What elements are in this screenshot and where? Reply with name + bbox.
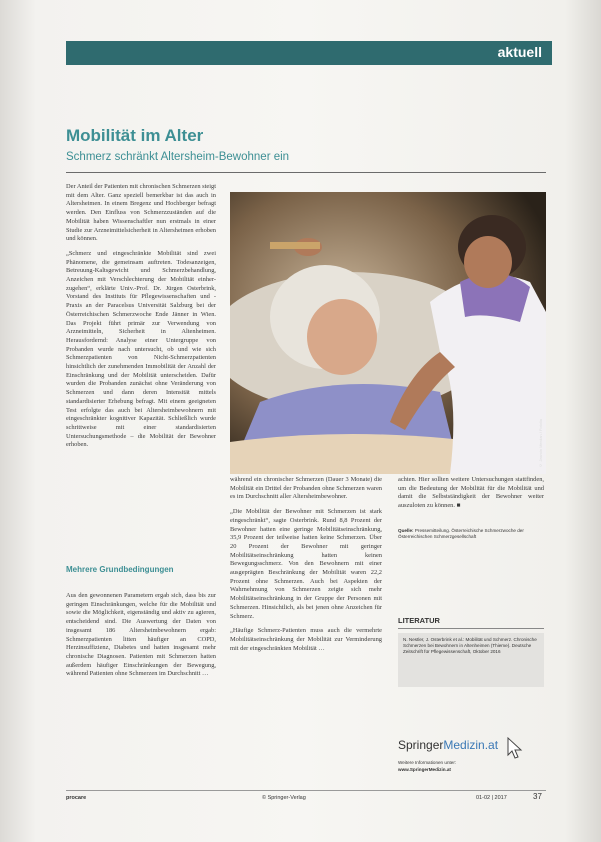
- article-subtitle: Schmerz schränkt Altersheim-Bewohner ein: [66, 151, 290, 163]
- article-column-1-bottom: [66, 592, 216, 685]
- literature-divider: [398, 628, 544, 629]
- footer-publisher: © Springer-Verlag: [262, 795, 306, 801]
- section-label: aktuell: [497, 44, 542, 60]
- paragraph: Aus den gewonnenen Parametern ergab sich, dass bis zur geringen Einschränkungen, welche für die Mobilität und sowie die Möglichkeit, eigenständig und aktiv zu agieren, entscheidend sind. Die Auswertung der Daten von insgesamt 186 Altersheimbewohnern ergab: Schmerzpatienten litten häufiger an COPD, Herzinsuffizienz, Diabetes und hatten insgesamt mehr chronische Diagnosen. Patienten mit Schmerzen hatten außerdem häufiger Einschränkungen der Bewegung, während Patienten ohne Schmerzen im Durchschnitt …: [66, 592, 216, 678]
- article-subheading: Mehrere Grundbedingungen: [66, 565, 174, 574]
- paragraph: „Die Mobilität der Bewohner mit Schmerzen ist stark eingeschränkt“, sagte Osterbrink. Rund 8,8 Prozent der Bewohner hatten eine geringe Mobilitätseinschränkung, 35,9 Prozent der teilweise hatten keine Schmerzen. Über 20 Prozent der Bewohner mit geringer Mobilitätseinschränkung hatten keinen Bewegungsschmerz. Von den Bewohnern mit einer ausgeprägten Beschränkung der Mobilität waren 22,2 Prozent ohne Schmerzen. Auch bei Aspekten der Wahrnehmung von Schmerzen zeigte sich mehr Mobilitätseinschränkung in der Gruppe der Personen mit Schmerzen. Hinsichtlich, als bei jenen ohne Anzeichen für Schmerz.: [230, 508, 382, 620]
- article-title: Mobilität im Alter: [66, 126, 204, 145]
- logo-medizin: Medizin.at: [443, 738, 499, 752]
- paragraph: „Häufige Schmerz-Patienten muss auch die vermehrte Mobilitätseinschränkung der Mobilität zur Verminderung mit der eingeschränkten Mobilität …: [230, 627, 382, 652]
- article-column-2: [230, 476, 382, 659]
- footer-issue: 01-02 | 2017: [476, 795, 507, 801]
- cursor-arrow-icon: [507, 737, 523, 759]
- title-divider: [66, 172, 546, 173]
- literature-text: N. Nestler, J. Osterbrink et al.: Mobilität und Schmerz. Chronische Schmerzen bei Bewohnern in Altenheimen (Thieme). Deutsche Zeitschrift für Pflegewissenschaft, Oktober 2016: [403, 637, 537, 654]
- footer-divider: [66, 790, 546, 791]
- more-info-label: Weitere Informationen unter:: [398, 760, 457, 765]
- literature-heading: LITERATUR: [398, 616, 440, 625]
- article-photo: [230, 192, 546, 474]
- article-column-1-top: [66, 183, 216, 456]
- logo-springer: Springer: [398, 738, 444, 752]
- section-banner: [66, 41, 552, 65]
- literature-box: [398, 633, 544, 687]
- paragraph: Der Anteil der Patienten mit chronischen Schmerzen steigt mit dem Alter. Ganz speziell bemerkbar ist das auch in Altersheimen. In einem Bregenz und Hochberger befragt werden. Den Einfluss von Schmerzzuständen auf die Mobilität haben Wissenschaftler nun erstmals in einer Studie zur Arzneimittelsicherheit in Altersheimen erhoben und können.: [66, 183, 216, 243]
- paragraph: „Schmerz und eingeschränkte Mobilität sind zwei Phänomene, die gemeinsam auftreten. Todesanzeigen, Betreuung-Kaltsgewicht und Schmerzbehandlung, Anzeichen mit Verschlechterung der Mobilität einher-zugehen“, erklärte Univ.-Prof. Dr. Jürgen Osterbrink, Vorstand des Instituts für Pflegewissenschaften und -Praxis an der Paracelsus Universität Salzburg bei der Österreichischen Schmerzwoche Ende Jänner in Wien. Das Projekt führt primär zur Verwendung von Arzneimitteln, Sicherheit in Altenheimen. Herausfordernd: Analyse einer Untergruppe von Probanden wurde nach untersucht, ob und wie sich Schmerzpatienten von Nicht-Schmerzpatienten hinsichtlich der zunehmenden Immobilität der Anzahl der Einschränkung und der Mobilität unterscheiden. Dafür wurden die Probanden zunächst ohne Veränderung von Schmerzen und dann deren Intensität mittels standardisierter Erhebung befragt. Mit einem geeigneten Test erfolgte das auch bei Altersheimbewohnern mit eingeschränkter kognitiver Kapazität. Schließlich wurde schrittweise mit einer standardisierten Untersuchungsmethode – die Mobilität der Bewohner erhoben.: [66, 249, 216, 449]
- end-mark: ■: [456, 502, 461, 510]
- photo-credit: © Jasmin Merdan / Fotolia: [538, 419, 543, 468]
- paragraph-text: achten. Hier sollten weitere Untersuchungen stattfinden, um die Bedeutung der Mobilität für die Mobilität und damit die Selbstständigkeit der Bewohner weiter auszuloten zu können.: [398, 476, 544, 510]
- source-text: Pressemitteilung. Österreichische Schmerzwoche der Österreichischen Schmerzgesellschaft: [398, 528, 524, 539]
- article-column-3: [398, 476, 544, 517]
- photo-illustration: [230, 192, 546, 474]
- springer-medizin-logo[interactable]: [398, 738, 498, 752]
- footer-journal: procare: [66, 795, 87, 801]
- source-note: [398, 528, 544, 540]
- paragraph: während ein chronischer Schmerzen (Dauer 3 Monate) die Mobilität ein Drittel der Probanden ohne Schmerzen waren es im Durchschnitt aller Altersheimbewohner.: [230, 476, 382, 501]
- more-info-link[interactable]: www.SpringerMedizin.at: [398, 767, 451, 772]
- source-label: Quelle:: [398, 528, 414, 533]
- paragraph: [398, 476, 544, 511]
- page-number: 37: [533, 792, 542, 801]
